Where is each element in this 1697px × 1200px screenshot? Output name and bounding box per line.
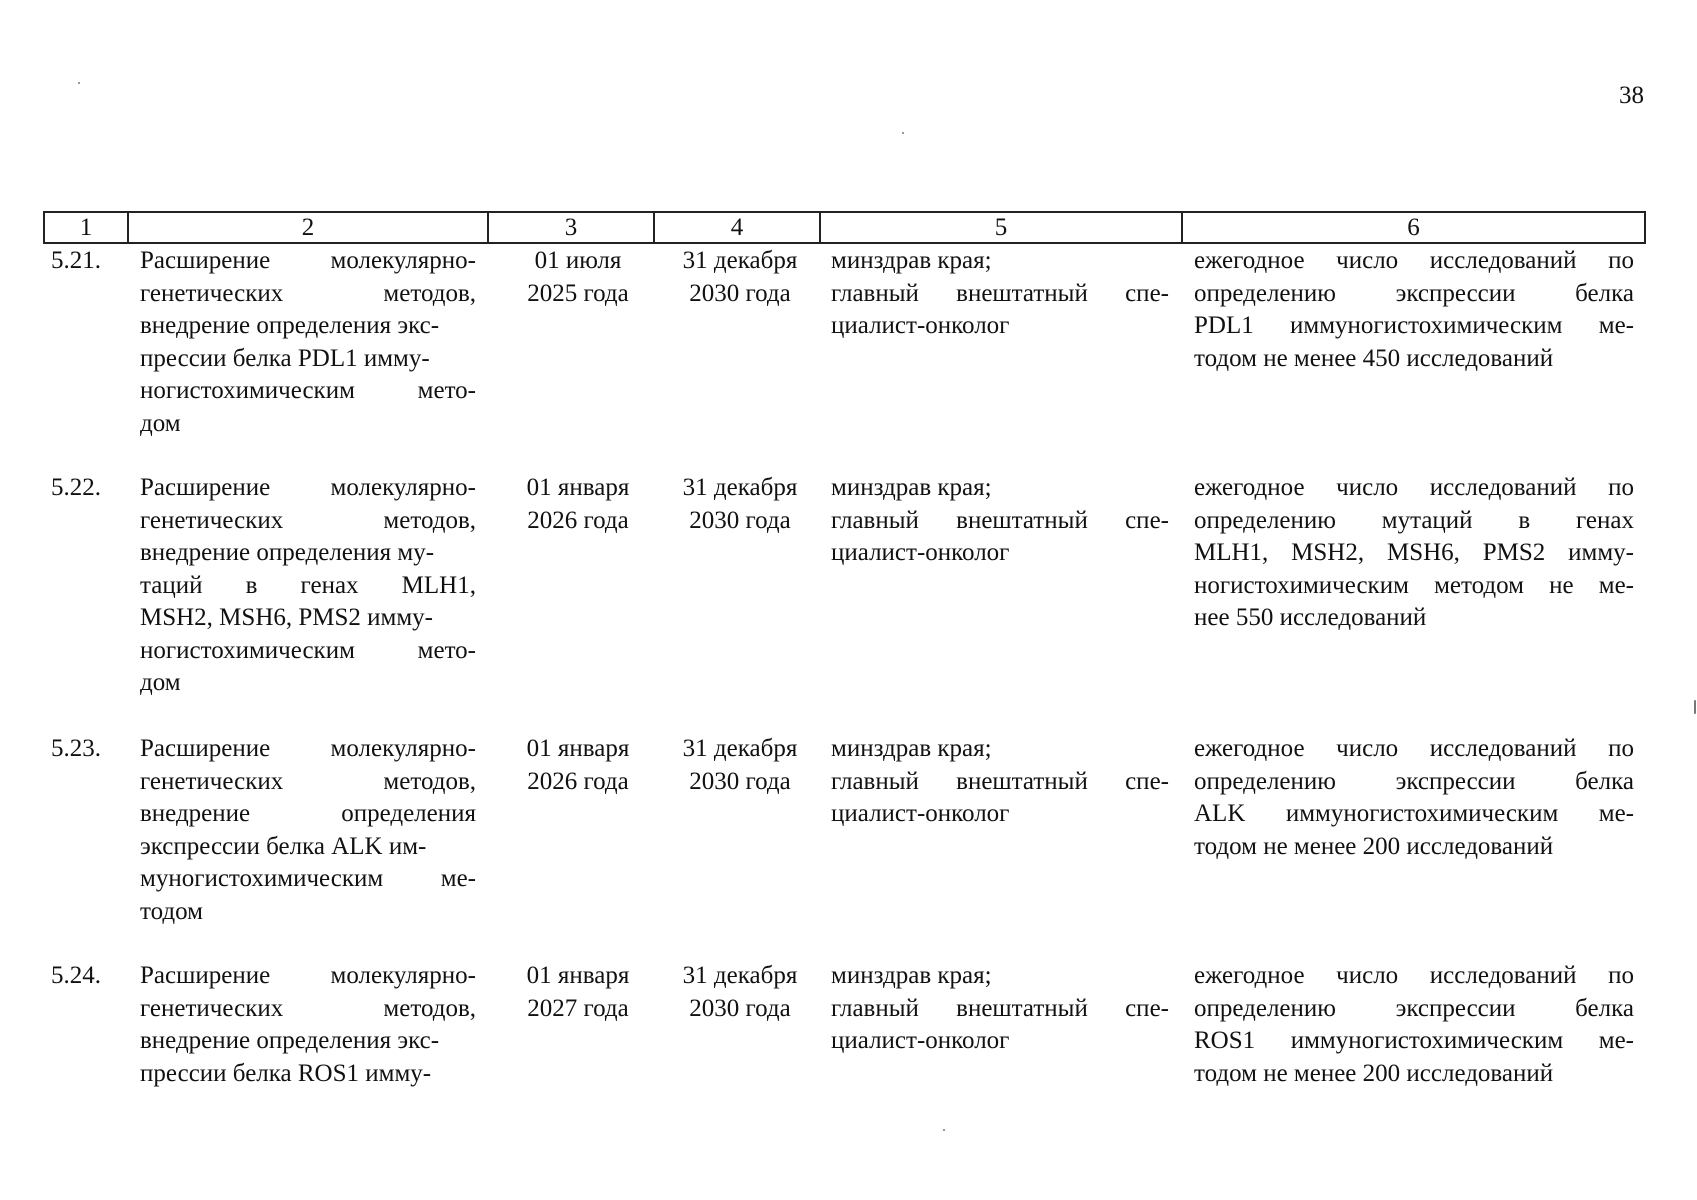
indicator-line: ежегодное число исследований по — [1194, 474, 1634, 501]
start-date-line: 01 января — [526, 735, 630, 762]
row-start-date — [504, 472, 652, 537]
description-line: генетических методов, — [140, 994, 476, 1022]
description-line: экспрессии белка ALK им- — [140, 832, 427, 860]
header-col-5: 5 — [820, 212, 1182, 243]
description-line: внедрение определения му- — [140, 539, 435, 566]
indicator-line: ежегодное число исследований по — [1194, 247, 1634, 274]
end-date-line: 31 декабря — [682, 735, 798, 762]
start-date-line: 2026 года — [527, 767, 629, 795]
row-start-date — [504, 245, 652, 310]
end-date-line: 2030 года — [689, 767, 791, 795]
scan-speck — [943, 1129, 945, 1131]
responsible-line: минздрав края; — [831, 474, 992, 501]
start-date-line: 01 июля — [534, 247, 622, 274]
row-responsible — [831, 733, 1169, 831]
row-indicator — [1194, 245, 1634, 375]
start-date-line: 2025 года — [527, 279, 629, 307]
row-start-date — [504, 733, 652, 798]
end-date-line: 2030 года — [689, 279, 791, 307]
row-description — [140, 472, 476, 700]
row-indicator — [1194, 733, 1634, 863]
row-responsible — [831, 960, 1169, 1058]
description-line: таций в генах MLH1, — [140, 571, 476, 599]
indicator-line: нее 550 исследований — [1194, 604, 1427, 631]
description-line: Расширение молекулярно- — [140, 962, 476, 989]
end-date-line: 2030 года — [689, 994, 791, 1022]
start-date-line: 01 января — [526, 474, 630, 501]
header-col-6: 6 — [1182, 212, 1645, 243]
description-line: муногистохимическим ме- — [140, 865, 476, 892]
indicator-line: тодом не менее 200 исследований — [1194, 1059, 1554, 1087]
row-indicator — [1194, 472, 1634, 635]
description-line: прессии белка PDL1 имму- — [140, 344, 430, 372]
description-line: ногистохимическим мето- — [140, 377, 476, 404]
description-line: Расширение молекулярно- — [140, 247, 476, 274]
responsible-line: минздрав края; — [831, 735, 992, 762]
responsible-line: циалист-онколог — [831, 1027, 1010, 1054]
description-line: ногистохимическим мето- — [140, 636, 476, 664]
row-indicator — [1194, 960, 1634, 1090]
indicator-line: ежегодное число исследований по — [1194, 962, 1634, 989]
indicator-line: определению экспрессии белка — [1194, 994, 1634, 1022]
row-responsible — [831, 472, 1169, 570]
start-date-line: 2027 года — [527, 994, 629, 1022]
description-line: Расширение молекулярно- — [140, 474, 476, 501]
start-date-line: 01 января — [526, 962, 630, 989]
description-line: прессии белка ROS1 имму- — [140, 1059, 432, 1087]
indicator-line: ногистохимическим методом не ме- — [1194, 571, 1634, 599]
column-number-header — [43, 211, 1646, 244]
description-line: генетических методов, — [140, 506, 476, 534]
responsible-line: главный внештатный спе- — [831, 506, 1169, 534]
row-start-date — [504, 960, 652, 1025]
indicator-line: ежегодное число исследований по — [1194, 735, 1634, 762]
scan-speck — [78, 82, 80, 84]
row-responsible — [831, 245, 1169, 343]
end-date-line: 2030 года — [689, 506, 791, 534]
indicator-line: тодом не менее 450 исследований — [1194, 344, 1554, 372]
description-line: внедрение определения экс- — [140, 312, 440, 339]
row-description — [140, 245, 476, 440]
responsible-line: главный внештатный спе- — [831, 279, 1169, 307]
row-number: 5.24. — [51, 962, 101, 989]
description-line: Расширение молекулярно- — [140, 735, 476, 762]
responsible-line: минздрав края; — [831, 962, 992, 989]
description-line: дом — [140, 669, 181, 696]
row-end-date — [665, 960, 815, 1025]
responsible-line: циалист-онколог — [831, 800, 1010, 827]
start-date-line: 2026 года — [527, 506, 629, 534]
description-line: дом — [140, 409, 181, 437]
indicator-line: определению экспрессии белка — [1194, 279, 1634, 307]
header-col-3: 3 — [488, 212, 654, 243]
row-end-date — [665, 472, 815, 537]
indicator-line: определению мутаций в генах — [1194, 506, 1634, 534]
description-line: генетических методов, — [140, 279, 476, 307]
description-line: генетических методов, — [140, 767, 476, 795]
description-line: тодом — [140, 897, 203, 925]
responsible-line: циалист-онколог — [831, 539, 1010, 566]
end-date-line: 31 декабря — [682, 962, 798, 989]
responsible-line: главный внештатный спе- — [831, 994, 1169, 1022]
header-col-4: 4 — [654, 212, 820, 243]
row-description — [140, 960, 476, 1090]
row-end-date — [665, 733, 815, 798]
responsible-line: главный внештатный спе- — [831, 767, 1169, 795]
description-line: внедрение определения — [140, 800, 476, 827]
row-number: 5.22. — [51, 474, 101, 501]
description-line: внедрение определения экс- — [140, 1027, 440, 1054]
description-line: MSH2, MSH6, PMS2 имму- — [140, 604, 434, 631]
row-number: 5.23. — [51, 735, 101, 762]
end-date-line: 31 декабря — [682, 247, 798, 274]
responsible-line: минздрав края; — [831, 247, 992, 274]
end-date-line: 31 декабря — [682, 474, 798, 501]
row-end-date — [665, 245, 815, 310]
row-number: 5.21. — [51, 247, 101, 274]
indicator-line: определению экспрессии белка — [1194, 767, 1634, 795]
scan-speck — [902, 132, 904, 134]
indicator-line: MLH1, MSH2, MSH6, PMS2 имму- — [1194, 539, 1634, 566]
scan-edge-mark — [1694, 700, 1696, 714]
header-col-2: 2 — [128, 212, 488, 243]
responsible-line: циалист-онколог — [831, 312, 1010, 339]
indicator-line: ROS1 иммуногистохимическим ме- — [1194, 1027, 1634, 1054]
indicator-line: тодом не менее 200 исследований — [1194, 832, 1554, 860]
indicator-line: ALK иммуногистохимическим ме- — [1194, 800, 1634, 827]
header-col-1: 1 — [44, 212, 128, 243]
row-description — [140, 733, 476, 928]
indicator-line: PDL1 иммуногистохимическим ме- — [1194, 312, 1634, 339]
page-number: 38 — [1619, 82, 1644, 109]
